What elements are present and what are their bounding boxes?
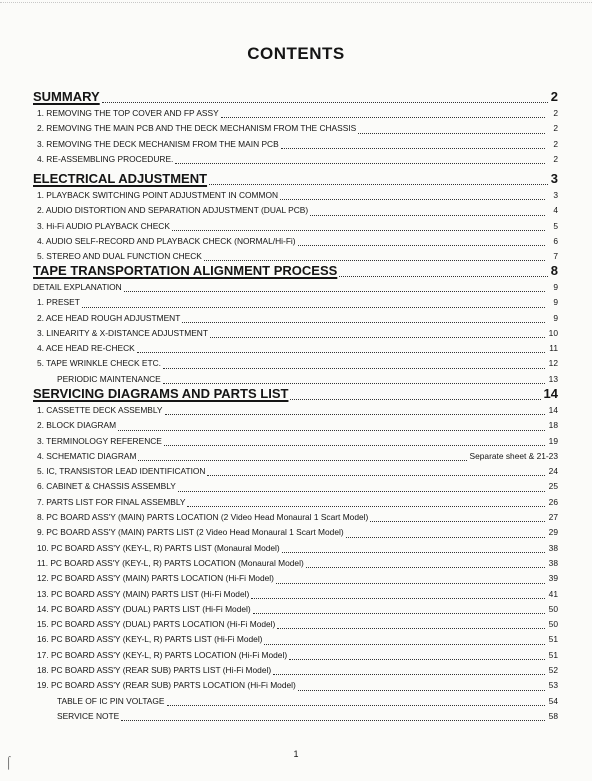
toc-entry[interactable] [33, 152, 558, 167]
leader-dots [251, 598, 545, 599]
toc-entry[interactable] [33, 106, 558, 121]
toc-entry-label: 1. PLAYBACK SWITCHING POINT ADJUSTMENT IN COMMON [37, 190, 279, 200]
toc-entry-page: 41 [548, 588, 558, 599]
toc-entry-label: 2. ACE HEAD ROUGH ADJUSTMENT [37, 312, 181, 323]
toc-entry-label: 2. AUDIO DISTORTION AND SEPARATION ADJUSTMENT (DUAL PCB) [37, 205, 309, 216]
toc-entry-label: 3. REMOVING THE DECK MECHANISM FROM THE MAIN PCB [37, 138, 279, 149]
toc-entry-label: 6. CABINET & CHASSIS ASSEMBLY [37, 481, 176, 492]
toc-entry-page: 54 [548, 695, 558, 706]
toc-entry-label: 3. Hi-Fi AUDIO PLAYBACK CHECK [37, 220, 170, 231]
toc-entry-page: 29 [548, 527, 558, 538]
toc-entry[interactable] [33, 403, 558, 418]
toc-entry-page: 53 [548, 680, 558, 691]
toc-entry[interactable] [33, 587, 558, 602]
toc-entry-label: 8. PC BOARD ASS'Y (MAIN) PARTS LOCATION (2 Video Head Monaural 1 Scart Model) [37, 512, 369, 523]
toc-entry-page: Separate sheet & 21-23 [469, 450, 558, 461]
leader-dots [163, 383, 545, 384]
toc-entry[interactable] [33, 449, 558, 464]
toc-entry-label: 19. PC BOARD ASS'Y (REAR SUB) PARTS LOCATION (Hi-Fi Model) [37, 680, 296, 691]
leader-dots [121, 720, 545, 721]
page-title: CONTENTS [247, 44, 345, 63]
section-page-number: 2 [550, 89, 558, 104]
leader-dots [124, 291, 545, 292]
toc-entry-label: 9. PC BOARD ASS'Y (MAIN) PARTS LIST (2 Video Head Monaural 1 Scart Model) [37, 527, 344, 538]
toc-entry[interactable] [33, 510, 558, 525]
section-heading[interactable] [33, 170, 558, 188]
toc-entry-page: 13 [548, 373, 558, 384]
toc-entry-label: 17. PC BOARD ASS'Y (KEY-L, R) PARTS LOCATION (Hi-Fi Model) [37, 649, 288, 660]
margin-mark: ⌠ [5, 755, 13, 769]
toc-entry-label: 4. ACE HEAD RE-CHECK [37, 343, 135, 354]
toc-entry[interactable] [33, 280, 558, 295]
toc-entry-page: 25 [548, 481, 558, 492]
toc-entry-label: 5. TAPE WRINKLE CHECK ETC. [37, 358, 161, 369]
toc-entry[interactable] [33, 602, 558, 617]
toc-entry-label: 1. CASSETTE DECK ASSEMBLY [37, 405, 163, 415]
leader-dots [138, 460, 466, 461]
toc-entry-label: 11. PC BOARD ASS'Y (KEY-L, R) PARTS LOCATION (Monaural Model) [37, 557, 304, 568]
leader-dots [165, 414, 545, 415]
top-border [0, 2, 592, 3]
leader-dots [178, 491, 545, 492]
leader-dots [187, 506, 545, 507]
toc-entry-page: 38 [548, 542, 558, 553]
leader-dots [253, 613, 545, 614]
leader-dots [282, 552, 545, 553]
toc-entry-page: 58 [548, 710, 558, 721]
toc-entry-page: 10 [548, 327, 558, 338]
toc-entry-label: 1. PRESET [37, 297, 80, 308]
section-heading[interactable] [33, 262, 558, 280]
toc-entry-page: 2 [553, 153, 558, 164]
toc-entry-label: 5. IC, TRANSISTOR LEAD IDENTIFICATION [37, 466, 206, 477]
leader-dots [175, 163, 545, 164]
leader-dots [306, 567, 545, 568]
toc-entry[interactable] [33, 648, 558, 663]
toc-entry-label: 4. RE-ASSEMBLING PROCEDURE. [37, 153, 174, 164]
toc-entry[interactable] [33, 137, 558, 152]
toc-entry-page: 11 [549, 343, 558, 354]
toc-entry-page: 38 [548, 557, 558, 568]
toc-entry-label: 2. REMOVING THE MAIN PCB AND THE DECK MECHANISM FROM THE CHASSIS [37, 123, 357, 134]
leader-dots [273, 674, 545, 675]
toc-entry-page: 26 [548, 496, 558, 507]
toc-entry-label: 3. LINEARITY & X-DISTANCE ADJUSTMENT [37, 327, 208, 338]
toc-entry[interactable] [33, 295, 558, 310]
leader-dots [82, 307, 545, 308]
toc-entry-page: 27 [548, 512, 558, 523]
leader-dots [118, 430, 545, 431]
leader-dots [310, 215, 545, 216]
leader-dots [370, 521, 545, 522]
leader-dots [210, 337, 545, 338]
toc-entry-page: 3 [553, 190, 558, 200]
leader-dots [277, 628, 545, 629]
toc-entry-page: 2 [553, 123, 558, 134]
section-heading-label: ELECTRICAL ADJUSTMENT [33, 171, 208, 186]
toc-entry-page: 12 [548, 358, 558, 369]
toc-entry-label: 12. PC BOARD ASS'Y (MAIN) PARTS LOCATION (Hi-Fi Model) [37, 573, 274, 584]
toc-entry-page: 50 [548, 603, 558, 614]
toc-entry[interactable] [33, 341, 558, 356]
toc-entry[interactable] [33, 311, 558, 326]
leader-dots [298, 245, 545, 246]
toc-entry[interactable] [33, 326, 558, 341]
toc-entry[interactable] [33, 418, 558, 433]
toc-entry-page: 5 [553, 220, 558, 231]
toc-entry[interactable] [33, 234, 558, 249]
section-heading[interactable] [33, 88, 558, 106]
toc-entry[interactable] [33, 694, 558, 709]
leader-dots [172, 230, 545, 231]
leader-dots [339, 276, 547, 277]
toc-entry[interactable] [33, 541, 558, 556]
toc-entry-label: 16. PC BOARD ASS'Y (KEY-L, R) PARTS LIST (Hi-Fi Model) [37, 634, 263, 645]
toc-entry[interactable] [33, 663, 558, 678]
leader-dots [209, 184, 548, 185]
toc-entry[interactable] [33, 495, 558, 510]
toc-entry[interactable] [33, 479, 558, 494]
toc-entry-page: 2 [553, 108, 558, 118]
leader-dots [137, 352, 545, 353]
toc-entry-page: 51 [548, 634, 558, 645]
toc-entry-page: 9 [553, 297, 558, 308]
toc-entry[interactable] [33, 203, 558, 218]
toc-entry-page: 51 [548, 649, 558, 660]
toc-entry-page: 14 [548, 405, 558, 415]
leader-dots [182, 322, 545, 323]
toc-entry-page: 4 [553, 205, 558, 216]
leader-dots [289, 659, 545, 660]
toc-section [33, 385, 558, 724]
toc-entry-label: 13. PC BOARD ASS'Y (MAIN) PARTS LIST (Hi-Fi Model) [37, 588, 250, 599]
toc-section [33, 88, 558, 167]
toc-entry[interactable] [33, 434, 558, 449]
section-heading[interactable] [33, 385, 558, 403]
toc-entry-label: 4. SCHEMATIC DIAGRAM [37, 450, 137, 461]
section-heading-label: TAPE TRANSPORTATION ALIGNMENT PROCESS [33, 263, 338, 278]
toc-entry-label: 5. STEREO AND DUAL FUNCTION CHECK [37, 251, 202, 262]
toc-entry[interactable] [33, 709, 558, 724]
toc-entry-label: TABLE OF IC PIN VOLTAGE [57, 695, 165, 706]
toc-section [33, 170, 558, 264]
section-heading-label: SERVICING DIAGRAMS AND PARTS LIST [33, 386, 289, 401]
toc-entry[interactable] [33, 525, 558, 540]
toc-entry-page: 52 [548, 665, 558, 676]
toc-entry-label: SERVICE NOTE [57, 710, 120, 721]
toc-entry[interactable] [33, 556, 558, 571]
leader-dots [167, 705, 546, 706]
toc-entry[interactable] [33, 356, 558, 371]
toc-entry[interactable] [33, 617, 558, 632]
toc-entry-page: 9 [553, 282, 558, 292]
toc-entry-page: 39 [548, 573, 558, 584]
section-page-number: 8 [550, 263, 558, 278]
toc-entry-page: 7 [553, 251, 558, 262]
toc-entry-label: 7. PARTS LIST FOR FINAL ASSEMBLY [37, 496, 186, 507]
toc-entry[interactable] [33, 464, 558, 479]
toc-entry-page: 24 [548, 466, 558, 477]
leader-dots [264, 644, 545, 645]
toc-section [33, 262, 558, 387]
toc-entry-label: 3. TERMINOLOGY REFERENCE [37, 435, 162, 446]
leader-dots [102, 102, 548, 103]
toc-entry-page: 19 [548, 435, 558, 446]
toc-entry[interactable] [33, 188, 558, 203]
toc-entry[interactable] [33, 632, 558, 647]
leader-dots [346, 537, 545, 538]
toc-entry-page: 6 [553, 235, 558, 246]
toc-entry[interactable] [33, 678, 558, 693]
leader-dots [164, 445, 545, 446]
toc-entry[interactable] [33, 571, 558, 586]
page-number: 1 [293, 749, 299, 759]
leader-dots [276, 583, 545, 584]
toc-entry-label: 2. BLOCK DIAGRAM [37, 420, 117, 431]
toc-entry-label: 14. PC BOARD ASS'Y (DUAL) PARTS LIST (Hi-Fi Model) [37, 603, 251, 614]
leader-dots [221, 117, 545, 118]
section-heading-label: SUMMARY [33, 89, 100, 104]
toc-entry-label: 1. REMOVING THE TOP COVER AND FP ASSY [37, 108, 219, 118]
toc-entry-label: 15. PC BOARD ASS'Y (DUAL) PARTS LOCATION (Hi-Fi Model) [37, 619, 276, 630]
leader-dots [163, 368, 545, 369]
toc-entry-label: 18. PC BOARD ASS'Y (REAR SUB) PARTS LIST (Hi-Fi Model) [37, 665, 272, 676]
toc-entry[interactable] [33, 121, 558, 136]
leader-dots [207, 475, 545, 476]
toc-entry-label: PERIODIC MAINTENANCE [57, 373, 161, 384]
toc-entry-page: 18 [548, 420, 558, 431]
leader-dots [358, 133, 545, 134]
leader-dots [290, 399, 540, 400]
leader-dots [280, 199, 545, 200]
toc-entry-label: DETAIL EXPLANATION [33, 282, 122, 292]
toc-entry-label: 4. AUDIO SELF-RECORD AND PLAYBACK CHECK (NORMAL/Hi-Fi) [37, 235, 296, 246]
section-page-number: 3 [550, 171, 558, 186]
toc-entry-page: 2 [553, 138, 558, 149]
leader-dots [281, 148, 545, 149]
toc-entry-page: 9 [553, 312, 558, 323]
section-page-number: 14 [543, 386, 558, 401]
leader-dots [298, 690, 545, 691]
toc-entry-label: 10. PC BOARD ASS'Y (KEY-L, R) PARTS LIST (Monaural Model) [37, 542, 280, 553]
toc-entry[interactable] [33, 219, 558, 234]
toc-entry-page: 50 [548, 619, 558, 630]
